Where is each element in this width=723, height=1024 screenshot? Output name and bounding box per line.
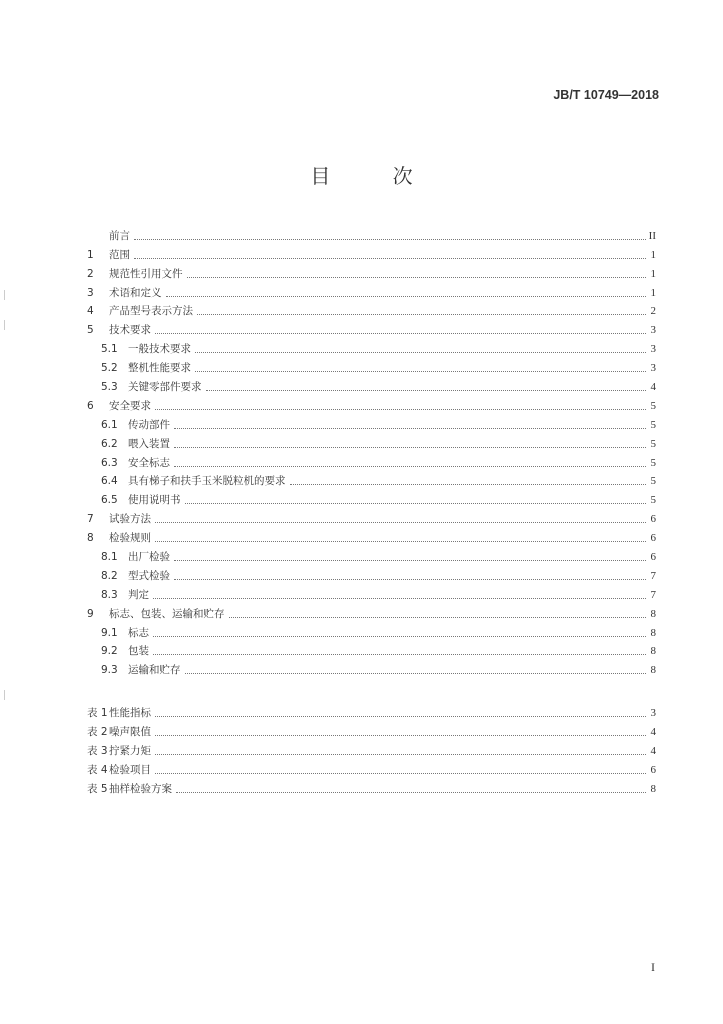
toc-entry-page: 6 xyxy=(650,513,656,526)
toc-entry-page: 7 xyxy=(650,569,656,582)
toc-entry-page: 5 xyxy=(650,399,656,412)
toc-entry-page: 1 xyxy=(650,267,656,280)
toc-entry-number: 8.3 xyxy=(101,588,118,601)
toc-entry[interactable] xyxy=(87,243,656,262)
toc-leader-dots xyxy=(195,370,646,372)
toc-leader-dots xyxy=(206,389,647,391)
toc-entry-number: 表 2 xyxy=(87,726,108,739)
toc-leader-dots xyxy=(153,635,646,637)
toc-entry-page: 6 xyxy=(650,763,656,776)
toc-entry-label: 包装 xyxy=(128,645,149,658)
page-title: 目 次 xyxy=(310,164,441,188)
toc-leader-dots xyxy=(195,351,646,353)
toc-table-entry[interactable] xyxy=(87,758,656,777)
toc-leader-dots xyxy=(174,559,646,561)
toc-entry-label: 具有梯子和扶手玉米脱粒机的要求 xyxy=(128,475,286,488)
toc-leader-dots xyxy=(153,597,646,599)
toc-entry-number: 5 xyxy=(87,324,94,337)
toc-entry[interactable] xyxy=(87,281,656,300)
toc-entry-page: 3 xyxy=(650,707,656,720)
scan-edge-mark xyxy=(4,290,9,300)
toc-entry[interactable] xyxy=(87,507,656,526)
standard-code: JB/T 10749—2018 xyxy=(553,88,659,102)
toc-entry[interactable] xyxy=(87,356,656,375)
toc-entry-label: 技术要求 xyxy=(109,324,151,337)
toc-entry-label: 型式检验 xyxy=(128,569,170,582)
toc-entry-label: 术语和定义 xyxy=(109,286,162,299)
toc-gap xyxy=(87,677,656,701)
toc-leader-dots xyxy=(134,257,646,259)
toc-entry-page: 5 xyxy=(650,475,656,488)
toc-entry-label: 标志、包装、运输和贮存 xyxy=(109,607,225,620)
toc-entry-number: 6.1 xyxy=(101,418,118,431)
toc-entry[interactable] xyxy=(87,262,656,281)
toc-entry-number: 8.1 xyxy=(101,551,118,564)
toc-entry-number: 3 xyxy=(87,286,94,299)
toc-leader-dots xyxy=(153,653,646,655)
toc-leader-dots xyxy=(174,578,646,580)
toc-entry-label: 判定 xyxy=(128,588,149,601)
toc-entry-number: 2 xyxy=(87,267,94,280)
toc-entry-number: 6.2 xyxy=(101,437,118,450)
toc-entry[interactable] xyxy=(87,300,656,319)
toc-entry-number: 8.2 xyxy=(101,569,118,582)
toc-entry-number: 表 5 xyxy=(87,782,108,795)
toc-entry-number: 9.1 xyxy=(101,626,118,639)
toc-entry-number: 9.2 xyxy=(101,645,118,658)
toc-entry-label: 运输和贮存 xyxy=(128,664,181,677)
toc-entry-label: 检验项目 xyxy=(109,763,151,776)
toc-entry-page: 1 xyxy=(650,248,656,261)
toc-entry[interactable] xyxy=(87,621,656,640)
toc-entry-number: 5.1 xyxy=(101,343,118,356)
toc-leader-dots xyxy=(176,791,646,793)
page-number: I xyxy=(651,960,655,974)
toc-entry-label: 拧紧力矩 xyxy=(109,745,151,758)
toc-entry-page: 8 xyxy=(650,607,656,620)
toc-leader-dots xyxy=(185,672,647,674)
toc-entry-label: 检验规则 xyxy=(109,532,151,545)
toc-entry-label: 试验方法 xyxy=(109,513,151,526)
toc-leader-dots xyxy=(155,540,646,542)
toc-table-entry[interactable] xyxy=(87,777,656,796)
toc-entry-number: 5.2 xyxy=(101,362,118,375)
toc-entry-page: 3 xyxy=(650,362,656,375)
toc-entry-label: 使用说明书 xyxy=(128,494,181,507)
toc-entry-page: 2 xyxy=(650,305,656,318)
toc-entry-page: 5 xyxy=(650,418,656,431)
toc-entry-label: 传动部件 xyxy=(128,418,170,431)
toc-entry-number: 9 xyxy=(87,607,94,620)
toc-entry[interactable] xyxy=(87,602,656,621)
toc-entry-number: 4 xyxy=(87,305,94,318)
toc-sections xyxy=(87,224,656,677)
table-of-contents xyxy=(87,224,656,796)
toc-entry-number: 6.3 xyxy=(101,456,118,469)
toc-leader-dots xyxy=(290,483,647,485)
toc-entry-number: 8 xyxy=(87,532,94,545)
toc-entry[interactable] xyxy=(87,640,656,659)
toc-entry-page: 4 xyxy=(650,726,656,739)
toc-leader-dots xyxy=(155,734,646,736)
toc-table-entry[interactable] xyxy=(87,739,656,758)
toc-entry-page: 8 xyxy=(650,645,656,658)
toc-entry[interactable] xyxy=(87,413,656,432)
toc-entry-label: 噪声限值 xyxy=(109,726,151,739)
scan-edge-mark xyxy=(4,320,9,330)
toc-entry-number: 6 xyxy=(87,399,94,412)
toc-entry-page: 6 xyxy=(650,532,656,545)
toc-entry-page: 6 xyxy=(650,551,656,564)
toc-leader-dots xyxy=(187,276,647,278)
toc-entry[interactable] xyxy=(87,375,656,394)
toc-entry-page: 1 xyxy=(650,286,656,299)
toc-entry-label: 出厂检验 xyxy=(128,551,170,564)
toc-entry[interactable] xyxy=(87,394,656,413)
toc-entry-number: 7 xyxy=(87,513,94,526)
toc-entry-number: 表 4 xyxy=(87,763,108,776)
toc-leader-dots xyxy=(174,427,646,429)
toc-entry-label: 喂入装置 xyxy=(128,437,170,450)
toc-leader-dots xyxy=(155,408,646,410)
toc-entry-number: 6.4 xyxy=(101,475,118,488)
toc-entry[interactable] xyxy=(87,658,656,677)
toc-leader-dots xyxy=(155,715,646,717)
toc-leader-dots xyxy=(155,753,646,755)
toc-leader-dots xyxy=(197,313,646,315)
toc-entry-page: 3 xyxy=(650,324,656,337)
toc-entry[interactable] xyxy=(87,224,656,243)
toc-leader-dots xyxy=(174,465,646,467)
toc-leader-dots xyxy=(174,446,646,448)
toc-entry[interactable] xyxy=(87,451,656,470)
toc-entry-number: 表 1 xyxy=(87,707,108,720)
toc-leader-dots xyxy=(166,295,647,297)
toc-entry[interactable] xyxy=(87,318,656,337)
toc-entry-label: 安全标志 xyxy=(128,456,170,469)
toc-entry-page: 3 xyxy=(650,343,656,356)
toc-tables xyxy=(87,701,656,795)
toc-entry-page: 5 xyxy=(650,494,656,507)
toc-leader-dots xyxy=(155,772,646,774)
toc-entry[interactable] xyxy=(87,488,656,507)
toc-entry-label: 关键零部件要求 xyxy=(128,381,202,394)
toc-leader-dots xyxy=(185,502,647,504)
toc-entry-label: 安全要求 xyxy=(109,399,151,412)
toc-leader-dots xyxy=(155,332,646,334)
toc-entry[interactable] xyxy=(87,337,656,356)
toc-entry-label: 规范性引用文件 xyxy=(109,267,183,280)
toc-entry[interactable] xyxy=(87,583,656,602)
toc-entry[interactable] xyxy=(87,545,656,564)
toc-entry[interactable] xyxy=(87,432,656,451)
toc-table-entry[interactable] xyxy=(87,720,656,739)
toc-entry[interactable] xyxy=(87,526,656,545)
toc-entry-number: 表 3 xyxy=(87,745,108,758)
toc-entry[interactable] xyxy=(87,564,656,583)
toc-leader-dots xyxy=(134,238,646,240)
toc-entry-label: 整机性能要求 xyxy=(128,362,191,375)
toc-entry-page: 8 xyxy=(650,664,656,677)
toc-leader-dots xyxy=(155,521,646,523)
scan-edge-mark xyxy=(4,690,9,700)
toc-entry-number: 9.3 xyxy=(101,664,118,677)
toc-entry-page: II xyxy=(648,229,656,242)
toc-entry-label: 范围 xyxy=(109,248,130,261)
toc-entry-number: 1 xyxy=(87,248,94,261)
toc-entry-label: 性能指标 xyxy=(109,707,151,720)
toc-entry-label: 产品型号表示方法 xyxy=(109,305,193,318)
toc-entry-page: 4 xyxy=(650,745,656,758)
toc-entry[interactable] xyxy=(87,470,656,489)
toc-entry-number: 6.5 xyxy=(101,494,118,507)
toc-entry-number: 5.3 xyxy=(101,381,118,394)
toc-entry-page: 8 xyxy=(650,626,656,639)
toc-entry-label: 前言 xyxy=(109,229,130,242)
toc-leader-dots xyxy=(229,616,647,618)
toc-entry-label: 抽样检验方案 xyxy=(109,782,172,795)
toc-entry-page: 5 xyxy=(650,437,656,450)
toc-entry-page: 5 xyxy=(650,456,656,469)
toc-entry-label: 一般技术要求 xyxy=(128,343,191,356)
toc-entry-page: 8 xyxy=(650,782,656,795)
toc-entry-page: 4 xyxy=(650,381,656,394)
toc-table-entry[interactable] xyxy=(87,701,656,720)
toc-entry-label: 标志 xyxy=(128,626,149,639)
toc-entry-page: 7 xyxy=(650,588,656,601)
